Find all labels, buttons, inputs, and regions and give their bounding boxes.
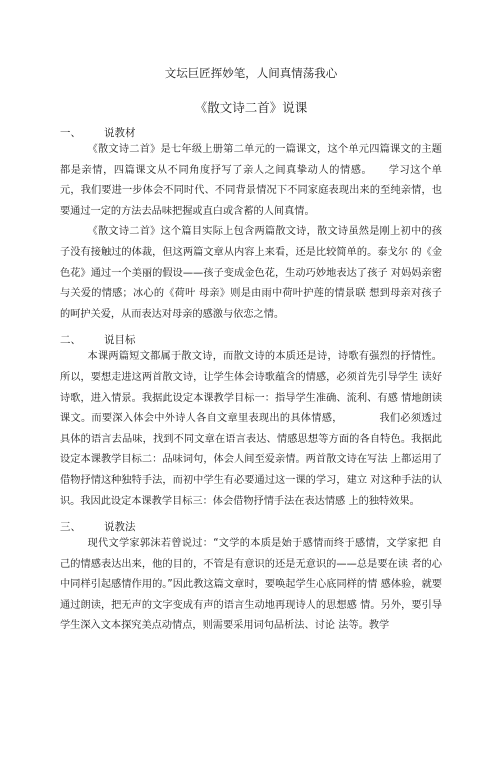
document-title: 文坛巨匠挥妙笔，人间真情荡我心: [164, 66, 338, 80]
document-page: [0, 66, 500, 774]
section-title: 说目标: [104, 334, 136, 347]
paragraph: 《散文诗二首》是七年级上册第二单元的一篇课文，这个单元四篇课文的主题都是亲情，四篇课文从不同角度抒写了亲人之间真挚动人的情感。 学习这个单元，我们要进一步体会不同时代、不同背景情况下不同家庭表现出来的至纯亲情，也要通过一定的方法去品味把握或直白或含蓄的人间真情。: [60, 144, 442, 217]
section-number: 二、: [60, 334, 81, 347]
section-title: 说教法: [104, 521, 136, 534]
document-subtitle: 《散文诗二首》说课: [194, 100, 308, 115]
section-heading-2: [60, 333, 442, 347]
section-number: 三、: [60, 521, 81, 534]
section-title: 说教材: [104, 127, 136, 139]
paragraph: 本课两篇短文都属于散文诗，而散文诗的本质还是诗，诗歌有强烈的抒情性。所以，要想走进这两首散文诗，让学生体会诗歌蕴含的情感，必须首先引导学生 读好诗歌，进入情景。我据此设定本课教学目标一：指导学生准确、流利、有感 情地朗读课文。而要深入体会中外诗人各自文章里表现出的具体情感， 我们必须透过具体的语言去品味，找到不同文章在语言表达、情感思想等方面的各自特色。我据此设定本课教学目标二：品味词句，体会人间至爱亲情。两首散文诗在写法 上都运用了借物抒情这种独特手法，而初中学生有必要通过这一课的学习，建立 对这种手法的认识。我因此设定本课教学目标三：体会借物抒情手法在表达情感 上的独特效果。: [60, 351, 442, 507]
paragraph: 现代文学家郭沫若曾说过：“文学的本质是始于感情而终于感情，文学家把 自己的情感表达出来，他的目的，不管是有意识的还是无意识的——总是要在读 者的心中同样引起感情作用的。”因此教这篇文章时，要唤起学生心底同样的情 感体验，就要通过朗读，把无声的文字变成有声的语言生动地再现诗人的思想感 情。另外，要引导学生深入文本探究美点动情点，则需要采用词句品析法、讨论 法等。教学: [60, 538, 442, 632]
section-heading-1: [60, 126, 442, 140]
section-heading-3: [60, 520, 442, 534]
paragraph: 《散文诗二首》这个篇目实际上包含两篇散文诗，散文诗虽然是刚上初中的孩子没有接触过的体裁，但这两篇文章从内容上来看，还是比较简单的。泰戈尔 的《金色花》通过一个美丽的假设——孩子变成金色花，生动巧妙地表达了孩子 对妈妈亲密与关爱的情感；冰心的《荷叶 母亲》则是由雨中荷叶护莲的情景联 想到母亲对孩子的呵护关爱，从而表达对母亲的感激与依恋之情。: [60, 226, 442, 320]
section-number: 一、: [60, 127, 81, 139]
